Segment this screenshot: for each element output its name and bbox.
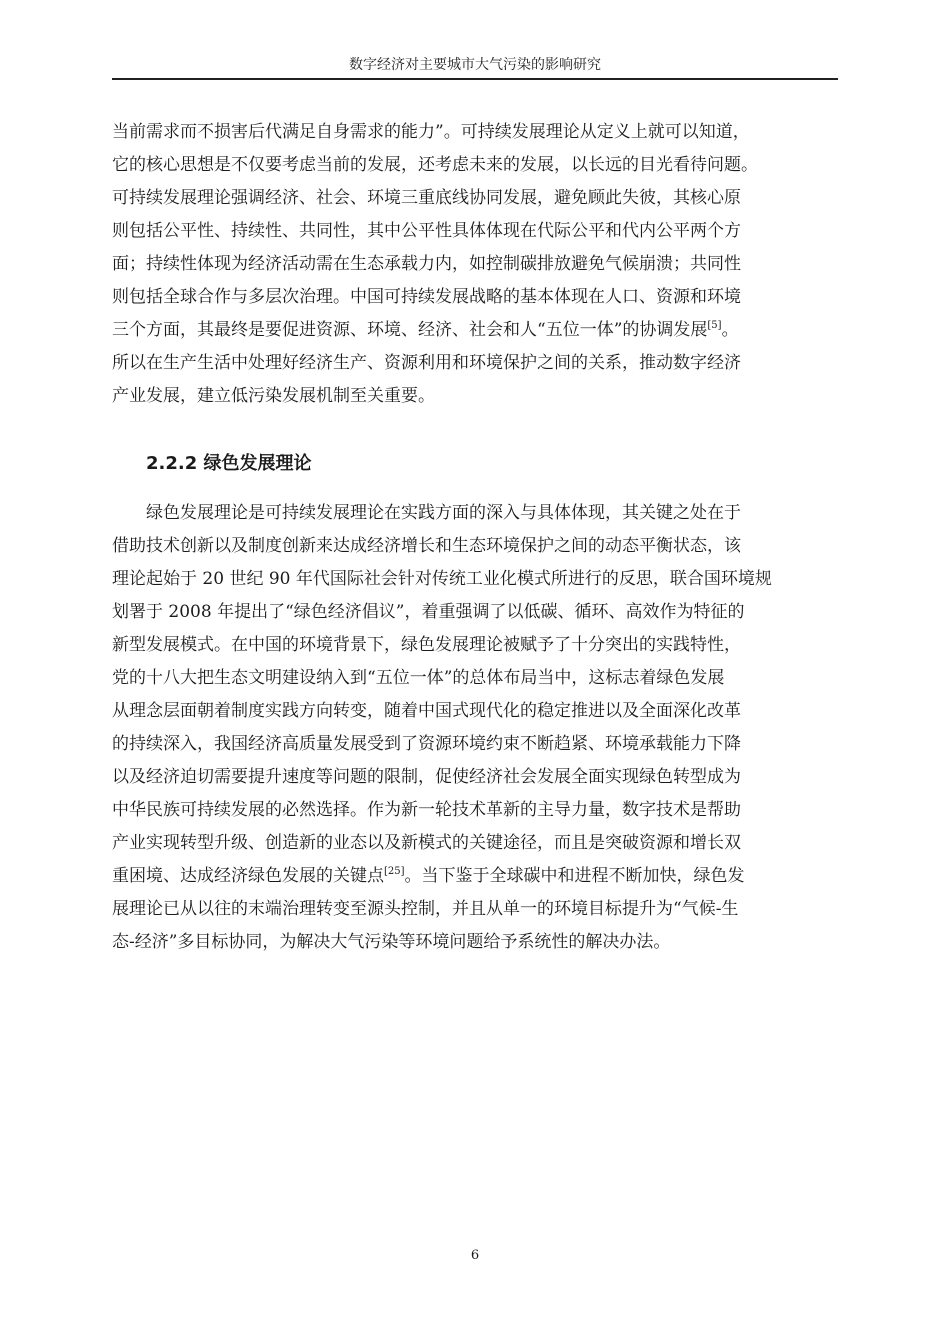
page-number: 6 bbox=[470, 1248, 480, 1263]
text-line: 理论起始于 20 世纪 90 年代国际社会针对传统工业化模式所进行的反思，联合国环境规 bbox=[112, 569, 772, 589]
text-line: 党的十八大把生态文明建设纳入到“五位一体”的总体布局当中，这标志着绿色发展 bbox=[112, 668, 725, 688]
text-line: 则包括公平性、持续性、共同性，其中公平性具体体现在代际公平和代内公平两个方 bbox=[112, 221, 741, 241]
text-segment: 。 bbox=[721, 320, 739, 340]
text-line: 以及经济迫切需要提升速度等问题的限制，促使经济社会发展全面实现绿色转型成为 bbox=[112, 767, 741, 787]
paragraph-green-development bbox=[112, 497, 838, 959]
text-segment: 。当下鉴于全球碳中和进程不断加快，绿色发 bbox=[404, 866, 745, 886]
text-line: 可持续发展理论强调经济、社会、环境三重底线协同发展，避免顾此失彼，其核心原 bbox=[112, 188, 741, 208]
text-line: 新型发展模式。在中国的环境背景下，绿色发展理论被赋予了十分突出的实践特性， bbox=[112, 635, 741, 655]
text-line-with-citation bbox=[112, 314, 838, 347]
text-segment: 重困境、达成经济绿色发展的关键点 bbox=[112, 866, 384, 886]
text-line: 它的核心思想是不仅要考虑当前的发展，还考虑未来的发展，以长远的目光看待问题。 bbox=[112, 155, 758, 175]
text-line: 的持续深入，我国经济高质量发展受到了资源环境约束不断趋紧、环境承载能力下降 bbox=[112, 734, 741, 754]
text-line: 产业发展，建立低污染发展机制至关重要。 bbox=[112, 386, 435, 406]
citation-ref: [5] bbox=[707, 320, 722, 331]
text-line: 借助技术创新以及制度创新来达成经济增长和生态环境保护之间的动态平衡状态，该 bbox=[112, 536, 741, 556]
text-line: 中华民族可持续发展的必然选择。作为新一轮技术革新的主导力量，数字技术是帮助 bbox=[112, 800, 741, 820]
text-line: 态-经济”多目标协同，为解决大气污染等环境问题给予系统性的解决办法。 bbox=[112, 932, 671, 952]
text-line: 则包括全球合作与多层次治理。中国可持续发展战略的基本体现在人口、资源和环境 bbox=[112, 287, 741, 307]
text-line: 划署于 2008 年提出了“绿色经济倡议”，着重强调了以低碳、循环、高效作为特征的 bbox=[112, 602, 745, 622]
citation-ref: [25] bbox=[384, 866, 405, 877]
text-line: 当前需求而不损害后代满足自身需求的能力”。可持续发展理论从定义上就可以知道， bbox=[112, 122, 750, 142]
section-heading: 2.2.2 绿色发展理论 bbox=[146, 453, 312, 474]
text-line: 绿色发展理论是可持续发展理论在实践方面的深入与具体体现，其关键之处在于 bbox=[146, 503, 741, 523]
text-line: 展理论已从以往的末端治理转变至源头控制，并且从单一的环境目标提升为“气候-生 bbox=[112, 899, 739, 919]
running-header: 数字经济对主要城市大气污染的影响研究 bbox=[349, 57, 601, 73]
text-line: 所以在生产生活中处理好经济生产、资源利用和环境保护之间的关系，推动数字经济 bbox=[112, 353, 741, 373]
text-line: 产业实现转型升级、创造新的业态以及新模式的关键途径，而且是突破资源和增长双 bbox=[112, 833, 741, 853]
paragraph-sustainable-development bbox=[112, 116, 838, 413]
text-segment: 三个方面，其最终是要促进资源、环境、经济、社会和人“五位一体”的协调发展 bbox=[112, 320, 708, 340]
text-line-with-citation bbox=[112, 860, 838, 893]
text-line: 从理念层面朝着制度实践方向转变，随着中国式现代化的稳定推进以及全面深化改革 bbox=[112, 701, 741, 721]
text-line: 面；持续性体现为经济活动需在生态承载力内，如控制碳排放避免气候崩溃；共同性 bbox=[112, 254, 741, 274]
header-rule bbox=[112, 78, 838, 80]
